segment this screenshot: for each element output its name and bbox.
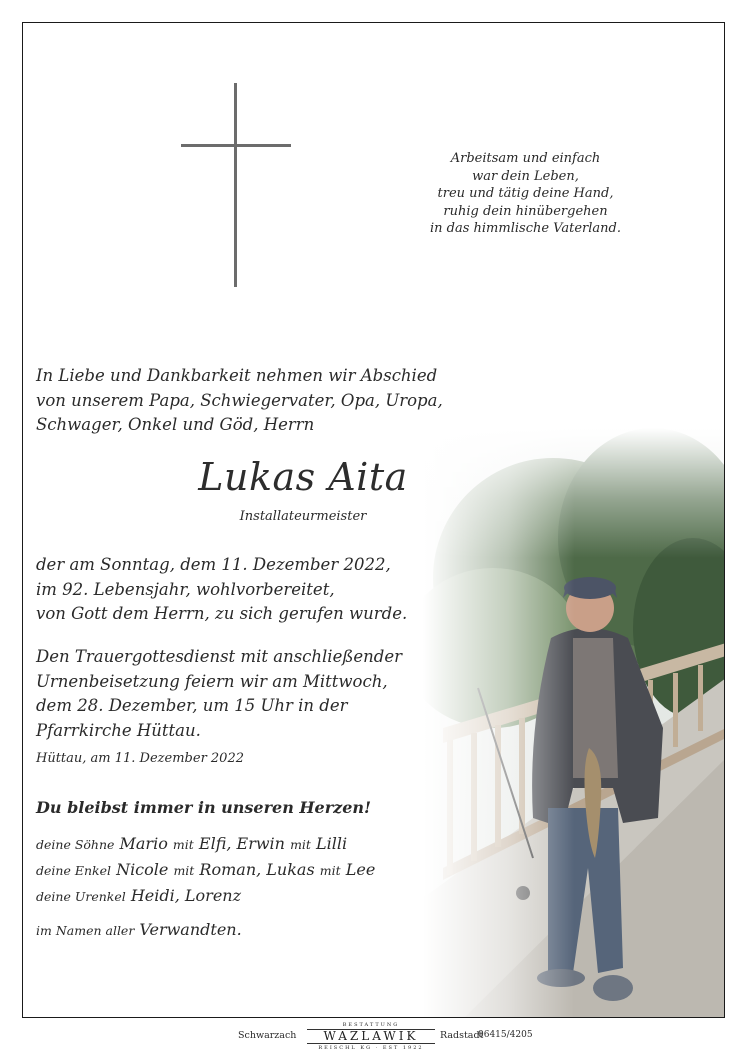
- mourner-name: Mario: [119, 834, 168, 853]
- service-line: Den Trauergottesdienst mit anschließender: [36, 647, 402, 666]
- logo-bottom-text: REISCHL KG · EST 1922: [318, 1045, 424, 1051]
- mourner-name: Verwandten.: [139, 920, 242, 939]
- poem-line: Arbeitsam und einfach: [450, 151, 601, 166]
- mourner-label: deine Söhne: [36, 837, 115, 852]
- mourner-label: deine Urenkel: [36, 889, 126, 904]
- mourner-connector: mit: [290, 837, 311, 852]
- death-notice: [36, 553, 456, 627]
- mourner-name: Nicole: [116, 860, 169, 879]
- mourner-name: Elfi, Erwin: [198, 834, 285, 853]
- logo-top-text: BESTATTUNG: [342, 1022, 400, 1028]
- mourners-row-relatives: [36, 917, 456, 943]
- mourner-name: Heidi, Lorenz: [130, 886, 242, 905]
- farewell-line: Du bleibst immer in unseren Herzen!: [36, 798, 372, 817]
- mourner-name: Lilli: [316, 834, 348, 853]
- mourners-row-sons: [36, 831, 456, 857]
- mourners-row-grandchildren: [36, 857, 456, 883]
- funeral-home-logo: [307, 1022, 435, 1052]
- obituary-card: [22, 22, 725, 1018]
- poem-line: in das himmlische Vaterland.: [429, 221, 621, 237]
- intro-line: Schwager, Onkel und Göd, Herrn: [36, 415, 315, 434]
- poem-line: war dein Leben,: [472, 168, 579, 184]
- intro-line: von unserem Papa, Schwiegervater, Opa, Uropa,: [36, 390, 443, 410]
- footer-phone: 06415/4205: [478, 1030, 533, 1040]
- mourner-name: Roman, Lukas: [199, 860, 315, 879]
- place-date: Hüttau, am 11. Dezember 2022: [36, 751, 244, 766]
- mourner-connector: mit: [172, 837, 194, 852]
- service-line: dem 28. Dezember, um 15 Uhr in der: [36, 696, 348, 715]
- mourner-name: Lee: [345, 860, 376, 879]
- mourners-row-great-grandchildren: [36, 883, 456, 909]
- mourners-list: [36, 831, 456, 943]
- service-notice: [36, 645, 456, 743]
- mourner-label: deine Enkel: [36, 863, 111, 878]
- mourner-label: im Namen aller: [36, 923, 135, 938]
- death-line: im 92. Lebensjahr, wohlvorbereitet,: [36, 579, 335, 599]
- intro-line: In Liebe und Dankbarkeit nehmen wir Abschied: [36, 366, 438, 385]
- poem-line: treu und tätig deine Hand,: [437, 186, 614, 202]
- logo-main-text: WAZLAWIK: [307, 1029, 435, 1044]
- deceased-profession: Installateurmeister: [239, 509, 367, 524]
- deceased-name: Lukas Aita: [198, 455, 408, 499]
- death-line: von Gott dem Herrn, zu sich gerufen wurde.: [36, 604, 408, 623]
- portrait-photo: [423, 428, 725, 1018]
- mourner-connector: mit: [319, 863, 341, 878]
- intro-text: [36, 364, 456, 438]
- footer-location-right: Radstadt: [440, 1030, 484, 1041]
- poem: [383, 150, 668, 238]
- service-line: Urnenbeisetzung feiern wir am Mittwoch,: [36, 671, 388, 691]
- mourner-connector: mit: [173, 863, 195, 878]
- cross-icon: [181, 83, 291, 287]
- footer: [0, 1018, 750, 1060]
- footer-location-left: Schwarzach: [238, 1030, 297, 1041]
- poem-line: ruhig dein hinübergehen: [443, 203, 608, 219]
- death-line: der am Sonntag, dem 11. Dezember 2022,: [36, 555, 391, 574]
- service-line: Pfarrkirche Hüttau.: [36, 720, 201, 740]
